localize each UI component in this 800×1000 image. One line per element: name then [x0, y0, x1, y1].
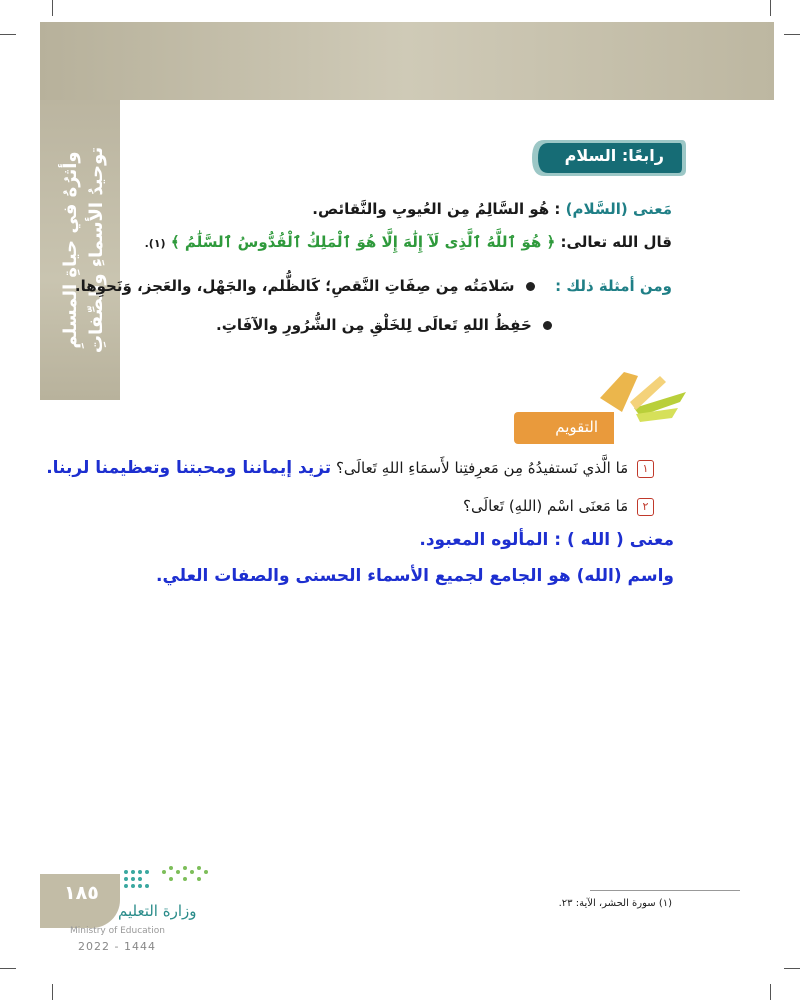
crop-mark	[52, 984, 53, 1000]
answer-2-line-1: معنى ( الله ) : المألوه المعبود.	[419, 530, 674, 550]
crop-mark	[784, 968, 800, 969]
question-1	[0, 458, 654, 478]
chapter-side-title	[40, 100, 120, 400]
ministry-logo-icon	[120, 862, 210, 900]
ministry-name-ar: وزارة التعليم	[118, 902, 197, 920]
footnote-divider	[590, 890, 740, 891]
question-number: ٢	[637, 498, 654, 516]
evaluation-tag	[514, 412, 614, 444]
crop-mark	[52, 0, 53, 16]
crop-mark	[0, 968, 16, 969]
crop-mark	[770, 0, 771, 16]
crop-mark	[770, 984, 771, 1000]
verse-line	[145, 233, 672, 251]
side-title-svg	[40, 100, 120, 400]
evaluation-label: التقويم	[555, 418, 598, 436]
example2-text: حَفِظُ اللهِ تَعالَى لِلخَلْقِ مِن الشُّرُورِ والآفَاتِ.	[216, 316, 532, 334]
edition-year: 2022 - 1444	[78, 940, 156, 953]
crop-mark	[784, 34, 800, 35]
section-heading	[530, 138, 686, 178]
footnote: (١) سورة الحشر، الآية: ٢٣.	[558, 898, 672, 909]
question-2-text: مَا مَعنَى اسْم (اللهِ) تَعالَى؟	[463, 497, 629, 515]
page-number: ١٨٥	[64, 882, 99, 904]
section-tag-text: رابعًا: السلام	[564, 146, 664, 165]
header-band	[40, 22, 774, 100]
verse-text: ﴿ هُوَ ٱللَّهُ ٱلَّذِى لَآ إِلَٰهَ إِلَّا هُوَ ٱلْمَلِكُ ٱلْقُدُّوسُ ٱلسَّلَٰمُ ﴾	[170, 233, 556, 251]
meaning-line	[312, 200, 672, 218]
question-1-text: مَا الَّذي نَستفيدُهُ مِن مَعرِفتِنا لأَسمَاءِ اللهِ تَعالَى؟	[335, 459, 629, 477]
ministry-name-en: Ministry of Education	[70, 926, 165, 936]
example1-text: سَلامَتُه مِن صِفَاتِ النَّقصِ؛ كَالظُّلم، والجَهْل، والعَجز، وَنَحوِها.	[74, 277, 515, 295]
crop-mark	[0, 34, 16, 35]
bullet-icon	[543, 321, 552, 330]
verse-ref: (١).	[144, 237, 166, 250]
example1-line	[75, 277, 672, 295]
example2-line	[216, 316, 552, 334]
verse-label: قال الله تعالى:	[560, 233, 672, 251]
meaning-text: : هُو السَّالِمُ مِن العُيوبِ والنَّقائص.	[312, 200, 561, 218]
examples-label: ومن أمثلة ذلك :	[555, 277, 672, 295]
answer-2-line-2: واسم (الله) هو الجامع لجميع الأسماء الحسنى والصفات العلي.	[155, 566, 674, 586]
bullet-icon	[526, 282, 535, 291]
side-title-line1: توحيدُ الأسماءِ والصِّفاتِ	[86, 146, 107, 354]
question-2	[463, 497, 654, 516]
question-1-answer: تزيد إيماننا ومحبتنا وتعظيمنا لربنا.	[46, 458, 332, 478]
meaning-label: مَعنى (السَّلام)	[565, 200, 672, 218]
side-title-line2: وأثرُهُ في حياةِ المسلمِ	[60, 151, 81, 349]
question-number: ١	[637, 460, 654, 478]
